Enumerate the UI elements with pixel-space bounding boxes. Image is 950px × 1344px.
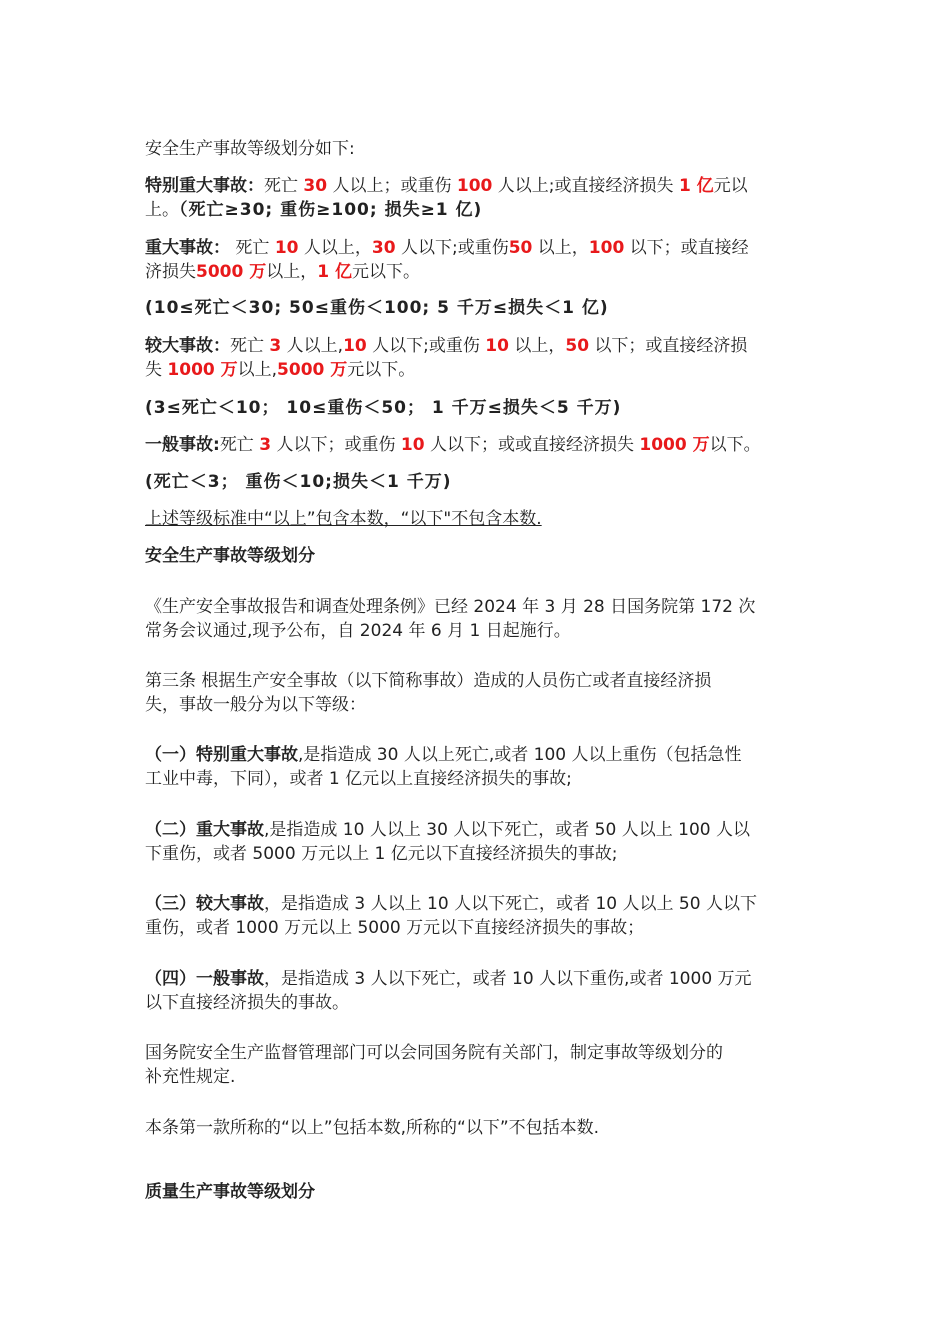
regulation-p3-line-1: 国务院安全生产监督管理部门可以会同国务院有关部门，制定事故等级划分的 <box>145 1043 723 1063</box>
item-4-line-1: （四）一般事故，是指造成 3 人以下死亡，或者 10 人以下重伤,或者 1000 万元 <box>145 969 752 989</box>
regulation-p4: 本条第一款所称的“以上”包括本数,所称的“以下”不包括本数. <box>145 1118 600 1138</box>
item-3-line-2: 重伤，或者 1000 万元以上 5000 万元以下直接经济损失的事故； <box>145 918 645 938</box>
jiaoda-label: 较大事故： <box>145 336 230 356</box>
item-3-line-1: （三）较大事故，是指造成 3 人以上 10 人以下死亡，或者 10 人以上 50 人以下 <box>145 894 757 914</box>
article-3-line-2: 失，事故一般分为以下等级： <box>145 695 366 715</box>
tebie-label: 特别重大事故： <box>145 176 264 196</box>
yiban-line-1: 一般事故:死亡 3 人以下；或重伤 10 人以下；或或直接经济损失 1000 万以下。 <box>145 435 761 455</box>
item-2-line-2: 下重伤，或者 5000 万元以上 1 亿元以下直接经济损失的事故; <box>145 844 618 864</box>
quality-heading: 质量生产事故等级划分 <box>145 1182 315 1202</box>
jiaoda-line-1: 较大事故：死亡 3 人以上,10 人以下;或重伤 10 以上，50 以下；或直接经济损 <box>145 336 748 356</box>
tebie-line-1: 特别重大事故：死亡 30 人以上；或重伤 100 人以上;或直接经济损失 1 亿元以 <box>145 176 748 196</box>
summary-note: 上述等级标准中“以上”包含本数，“以下"不包含本数. <box>145 509 542 529</box>
zhongda-criteria: (10≤死亡＜30; 50≤重伤＜100; 5 千万≤损失＜1 亿) <box>145 298 609 318</box>
regulation-heading: 安全生产事故等级划分 <box>145 546 315 566</box>
item-1-line-2: 工业中毒，下同），或者 1 亿元以上直接经济损失的事故; <box>145 769 572 789</box>
tebie-line-2: 上。（死亡≥30; 重伤≥100; 损失≥1 亿) <box>145 200 483 220</box>
jiaoda-line-2: 失 1000 万以上,5000 万元以下。 <box>145 360 416 380</box>
yiban-criteria: (死亡＜3； 重伤＜10;损失＜1 千万) <box>145 472 452 492</box>
jiaoda-criteria: (3≤死亡＜10； 10≤重伤＜50； 1 千万≤损失＜5 千万) <box>145 398 622 418</box>
zhongda-line-1: 重大事故： 死亡 10 人以上，30 人以下;或重伤50 以上，100 以下；或直接经 <box>145 238 749 258</box>
item-3-label: （三）较大事故 <box>145 894 264 914</box>
item-4-line-2: 以下直接经济损失的事故。 <box>145 993 349 1013</box>
regulation-p1-line-1: 《生产安全事故报告和调查处理条例》已经 2024 年 3 月 28 日国务院第 172 次 <box>145 597 756 617</box>
regulation-p3-line-2: 补充性规定. <box>145 1067 236 1087</box>
item-2-line-1: （二）重大事故,是指造成 10 人以上 30 人以下死亡，或者 50 人以上 100 人以 <box>145 820 750 840</box>
yiban-label: 一般事故: <box>145 435 220 455</box>
article-3-line-1: 第三条 根据生产安全事故（以下简称事故）造成的人员伤亡或者直接经济损 <box>145 671 712 691</box>
regulation-p1-line-2: 常务会议通过,现予公布，自 2024 年 6 月 1 日起施行。 <box>145 621 571 641</box>
zhongda-label: 重大事故： <box>145 238 230 258</box>
summary-intro: 安全生产事故等级划分如下: <box>145 139 355 159</box>
item-1-line-1: （一）特别重大事故,是指造成 30 人以上死亡,或者 100 人以上重伤（包括急性 <box>145 745 742 765</box>
zhongda-line-2: 济损失5000 万以上，1 亿元以下。 <box>145 262 420 282</box>
item-2-label: （二）重大事故 <box>145 820 264 840</box>
item-4-label: （四）一般事故 <box>145 969 264 989</box>
item-1-label: （一）特别重大事故 <box>145 745 298 765</box>
tebie-criteria: （死亡≥30; 重伤≥100; 损失≥1 亿) <box>179 200 483 220</box>
